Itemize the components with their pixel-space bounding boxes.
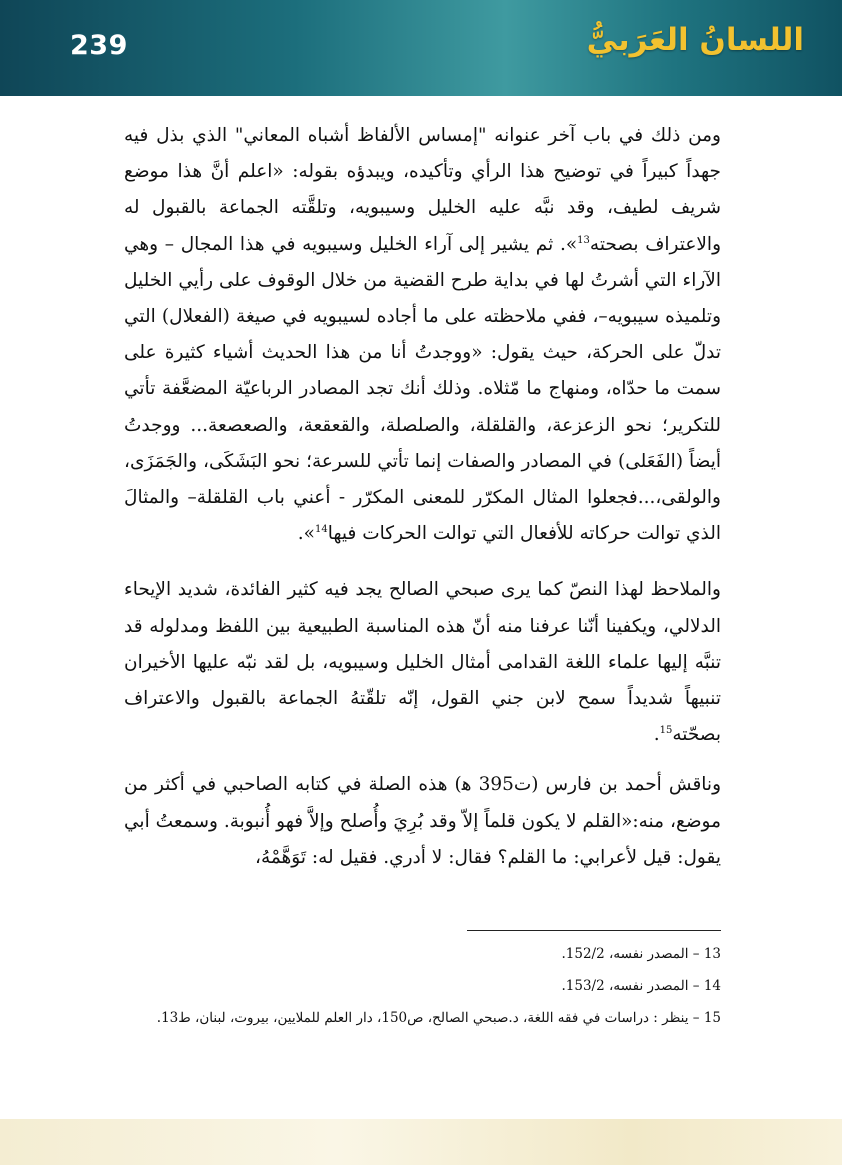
footnotes	[124, 942, 721, 1038]
paragraph-1	[124, 118, 721, 552]
page-footer-band	[0, 1119, 842, 1165]
footnote-ref-13[interactable]: 13	[577, 234, 590, 246]
footnote-14: 14 – المصدر نفسه، 153/2.	[561, 978, 721, 994]
paragraph-3: وناقش أحمد بن فارس (ت395 ﻫ) هذه الصلة في كتابه الصاحبي في أكثر من موضع، منه:«القلم لا يكون قلماً إلاّ وقد بُرِيَ وأُصلح وإلاَّ فهو أُنبوبة. وسمعتُ أبي يقول: قيل لأعرابي: ما القلم؟ فقال: لا أدري. فقيل له: تَوَهَّمْهُ،	[124, 774, 722, 868]
footnote-15: 15 – ينظر : دراسات في فقه اللغة، د.صبحي الصالح، ص150، دار العلم للملايين، بيروت، لبنان، ط13.	[156, 1010, 721, 1026]
journal-logo: اللسانُ العَرَبيُّ	[586, 22, 804, 58]
paragraph-1-end: ».	[297, 523, 315, 545]
paragraph-1-text: ومن ذلك في باب آخر عنوانه "إمساس الألفاظ أشباه المعاني" الذي بذل فيه جهداً كبيراً في توضيح هذا الرأي وتأكيده، ويبدؤه بقوله: «اعلم أنَّ هذا موضع شريف لطيف، وقد نبَّه عليه الخليل وسيبويه، وتلقَّته الجماعة بالقبول له والاعتراف بصحته	[124, 125, 721, 255]
footnote-ref-15[interactable]: 15	[659, 725, 673, 737]
article-body	[124, 118, 721, 896]
page-header	[0, 0, 842, 96]
footnote-13: 13 – المصدر نفسه، 152/2.	[561, 946, 721, 962]
footnote-divider	[467, 930, 721, 931]
page-number: 239	[70, 30, 128, 61]
paragraph-2-text: والملاحظ لهذا النصّ كما يرى صبحي الصالح يجد فيه كثير الفائدة، شديد الإيحاء الدلالي، ويكفينا أنّنا عرفنا منه أنّ هذه المناسبة الطبيعية بين اللفظ ومدلوله قد تنبَّه إليها علماء اللغة القدامى أمثال الخليل وسيبويه، بل لقد نبّه عليها الأخيران تنبيهاً شديداً سمح لابن جني القول، إنّه تلقّتهُ الجماعة بالقبول والاعتراف بصحّته	[124, 579, 721, 746]
paragraph-2-end: .	[653, 724, 660, 746]
paragraph-2	[124, 572, 721, 753]
paragraph-1-text-cont: ». ثم يشير إلى آراء الخليل وسيبويه في هذا المجال – وهي الآراء التي أشرتُ لها في بداية طرح القضية من خلال الوقوف على رأيي الخليل وتلميذه سيبويه–، ففي ملاحظته على ما أجاده لسيبويه في صيغة (الفعلال) التي تدلّ على الحركة، حيث يقول: «ووجدتُ أنا من هذا الحديث أشياء كثيرة على سمت ما حدّاه، ومنهاج ما مّثلاه. وذلك أنك تجد المصادر الرباعيّة المضعَّفة تأتي للتكرير؛ نحو الزعزعة، والقلقلة، والصلصلة، والقعقعة، والصعصعة... ووجدتُ أيضاً (الفَعَلى) في المصادر والصفات إنما تأتي للسرعة؛ نحو البَشَكَى، والجَمَزَى، والولقى،...فجعلوا المثال المكرّر للمعنى المكرّر - أعني باب القلقلة– والمثالَ الذي توالت حركاته للأفعال التي توالت الحركات فيها	[124, 233, 721, 545]
footnote-ref-14[interactable]: 14	[315, 524, 328, 536]
